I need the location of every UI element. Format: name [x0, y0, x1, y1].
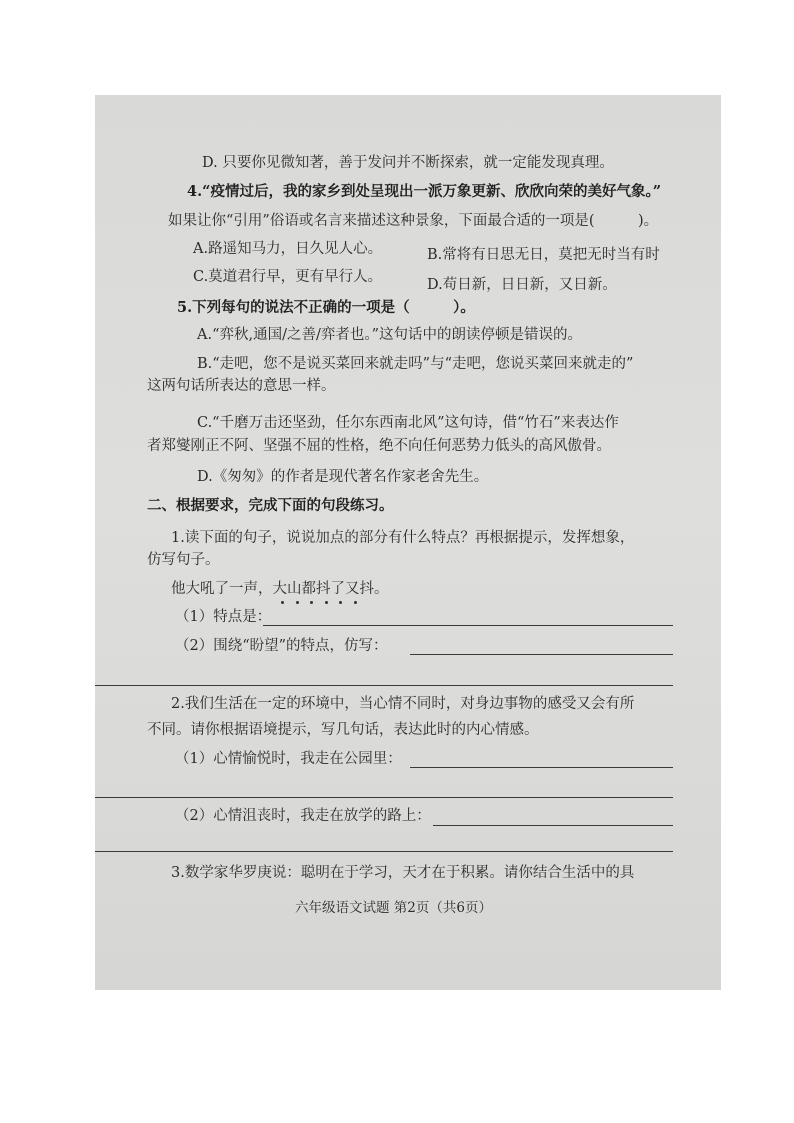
- s2-q1-b-label: （2）围绕“盼望”的特点，仿写：: [175, 638, 388, 654]
- s2-q2-a-label: （1）心情愉悦时，我走在公园里：: [175, 751, 402, 767]
- emphasis-dots: [280, 601, 370, 605]
- answer-line[interactable]: [433, 825, 673, 826]
- q3-option-d: D. 只要你见微知著，善于发问并不断探索，就一定能发现真理。: [202, 155, 614, 171]
- q5-option-c-line2: 者郑燮刚正不阿、坚强不屈的性格，绝不向任何恶势力低头的高风傲骨。: [147, 438, 611, 454]
- q5-stem: 5.下列每句的说法不正确的一项是（ ）。: [177, 299, 475, 316]
- q5-option-d: D.《匆匆》的作者是现代著名作家老舍先生。: [197, 469, 489, 485]
- answer-line[interactable]: [410, 654, 673, 655]
- answer-line[interactable]: [263, 625, 673, 626]
- q5-option-b-line2: 这两句话所表达的意思一样。: [147, 378, 336, 394]
- answer-line[interactable]: [410, 767, 673, 768]
- s2-q1-sentence: 他大吼了一声，大山都抖了又抖。: [171, 581, 389, 597]
- s2-q1-line1: 1.读下面的句子，说说加点的部分有什么特点？再根据提示，发挥想象，: [171, 530, 635, 546]
- q5-option-b-line1: B.“走吧，您不是说买菜回来就走吗”与“走吧，您说买菜回来就走的”: [197, 356, 634, 372]
- page-footer: 六年级语文试题 第2页（共6页）: [295, 900, 492, 916]
- q5-option-a: A.“弈秋,通国/之善/弈者也。”这句话中的朗读停顿是错误的。: [197, 327, 583, 343]
- q5-option-c-line1: C.“千磨万击还坚劲，任尔东西南北风”这句诗，借“竹石”来表达作: [197, 415, 619, 431]
- s2-q2-line2: 不同。请你根据语境提示，写几句话，表达此时的内心情感。: [147, 722, 539, 738]
- exam-page: [95, 95, 721, 990]
- s2-q1-a-label: （1）特点是：: [175, 609, 272, 625]
- s2-q2-line1: 2.我们生活在一定的环境中，当心情不同时，对身边事物的感受又会有所: [171, 696, 635, 712]
- q4-option-b: B.常将有日思无日，莫把无时当有时: [427, 247, 660, 263]
- s2-q3-line1: 3.数学家华罗庚说：聪明在于学习，天才在于积累。请你结合生活中的具: [171, 865, 635, 881]
- q4-option-a: A.路遥知马力，日久见人心。: [193, 241, 383, 257]
- s2-q2-b-label: （2）心情沮丧时，我走在放学的路上：: [175, 808, 431, 824]
- q4-option-c: C.莫道君行早，更有早行人。: [193, 269, 383, 285]
- answer-line[interactable]: [95, 797, 673, 798]
- q4-option-d: D.苟日新，日日新，又日新。: [427, 277, 617, 293]
- answer-line[interactable]: [95, 685, 673, 686]
- q4-stem-line2: 如果让你“引用”俗语或名言来描述这种景象，下面最合适的一项是( )。: [168, 213, 659, 229]
- section-2-title: 二、根据要求，完成下面的句段练习。: [147, 497, 394, 514]
- answer-line[interactable]: [95, 851, 673, 852]
- s2-q1-line2: 仿写句子。: [147, 552, 220, 568]
- q4-stem-line1: 4.“疫情过后，我的家乡到处呈现出一派万象更新、欣欣向荣的美好气象。”: [187, 183, 662, 200]
